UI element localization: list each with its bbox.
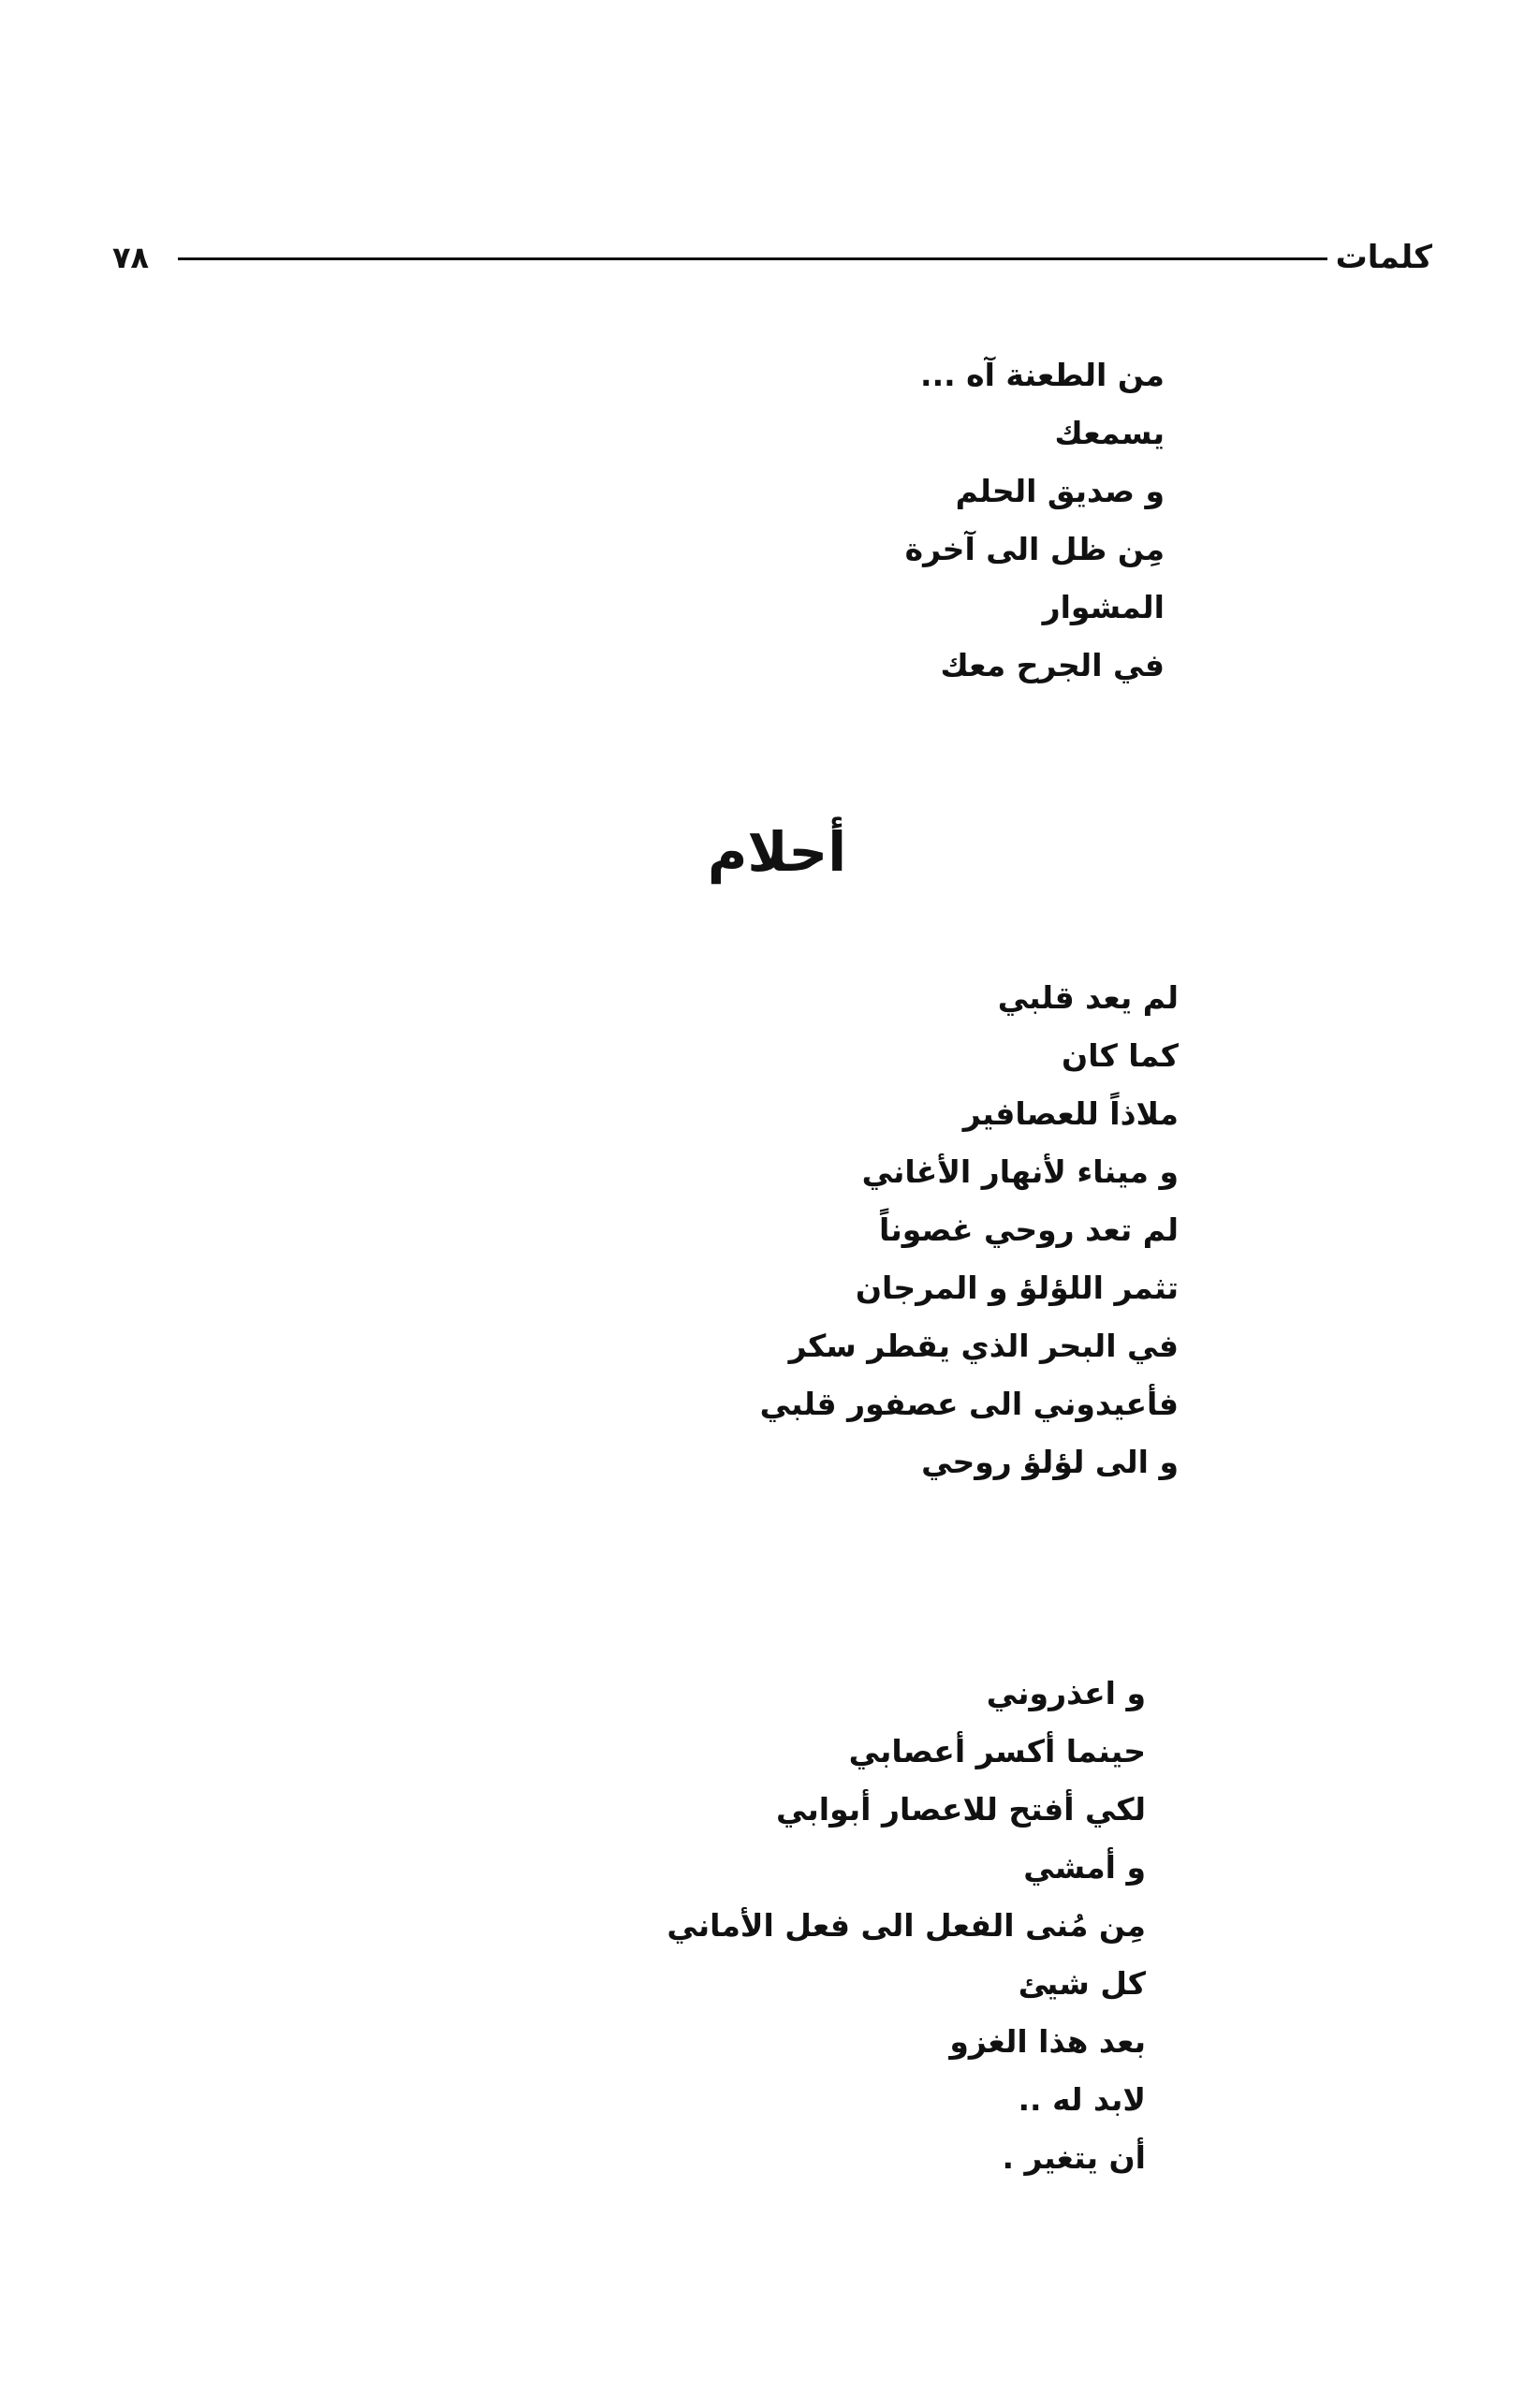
verse-line: أن يتغير . (1002, 2139, 1146, 2176)
verse-line: يسمعك (1054, 415, 1165, 451)
verse-line: لم تعد روحي غصوناً (878, 1211, 1179, 1248)
verse-line: من الطعنة آه ... (920, 357, 1165, 393)
poem-title: أحلام (707, 820, 847, 884)
verse-line: و أمشي (1023, 1849, 1146, 1886)
verse-line: المشوار (1042, 589, 1165, 625)
verse-line: و ميناء لأنهار الأغاني (861, 1153, 1179, 1190)
verse-line: حينما أكسر أعصابي (848, 1733, 1146, 1769)
verse-line: و اعذروني (986, 1675, 1146, 1711)
verse-line: لابد له .. (1018, 2081, 1146, 2118)
verse-line: كل شيئ (1018, 1965, 1146, 2002)
verse-line: في الجرح معك (940, 647, 1165, 683)
verse-line: بعد هذا الغزو (949, 2023, 1146, 2060)
verse-line: مِن ظل الى آخرة (904, 531, 1165, 567)
verse-line: كما كان (1062, 1037, 1179, 1074)
verse-line: و صديق الحلم (955, 473, 1165, 509)
stanza-2 (760, 969, 1179, 1491)
running-title: كلمات (1335, 239, 1432, 276)
header-rule (178, 257, 1327, 260)
verse-line: مِن مُنى الفعل الى فعل الأماني (667, 1907, 1146, 1944)
verse-line: ملاذاً للعصافير (962, 1095, 1179, 1132)
page-header (112, 229, 1432, 286)
verse-line: في البحر الذي يقطر سكر (788, 1328, 1179, 1364)
stanza-3 (667, 1665, 1146, 2187)
verse-line: لم يعد قلبي (997, 979, 1179, 1016)
verse-line: لكي أفتح للاعصار أبوابي (776, 1791, 1146, 1828)
verse-line: تثمر اللؤلؤ و المرجان (855, 1270, 1179, 1306)
verse-line: و الى لؤلؤ روحي (921, 1444, 1179, 1480)
stanza-1 (905, 346, 1165, 695)
verse-line: فأعيدوني الى عصفور قلبي (759, 1386, 1179, 1422)
page-number: ٧٨ (112, 240, 150, 275)
